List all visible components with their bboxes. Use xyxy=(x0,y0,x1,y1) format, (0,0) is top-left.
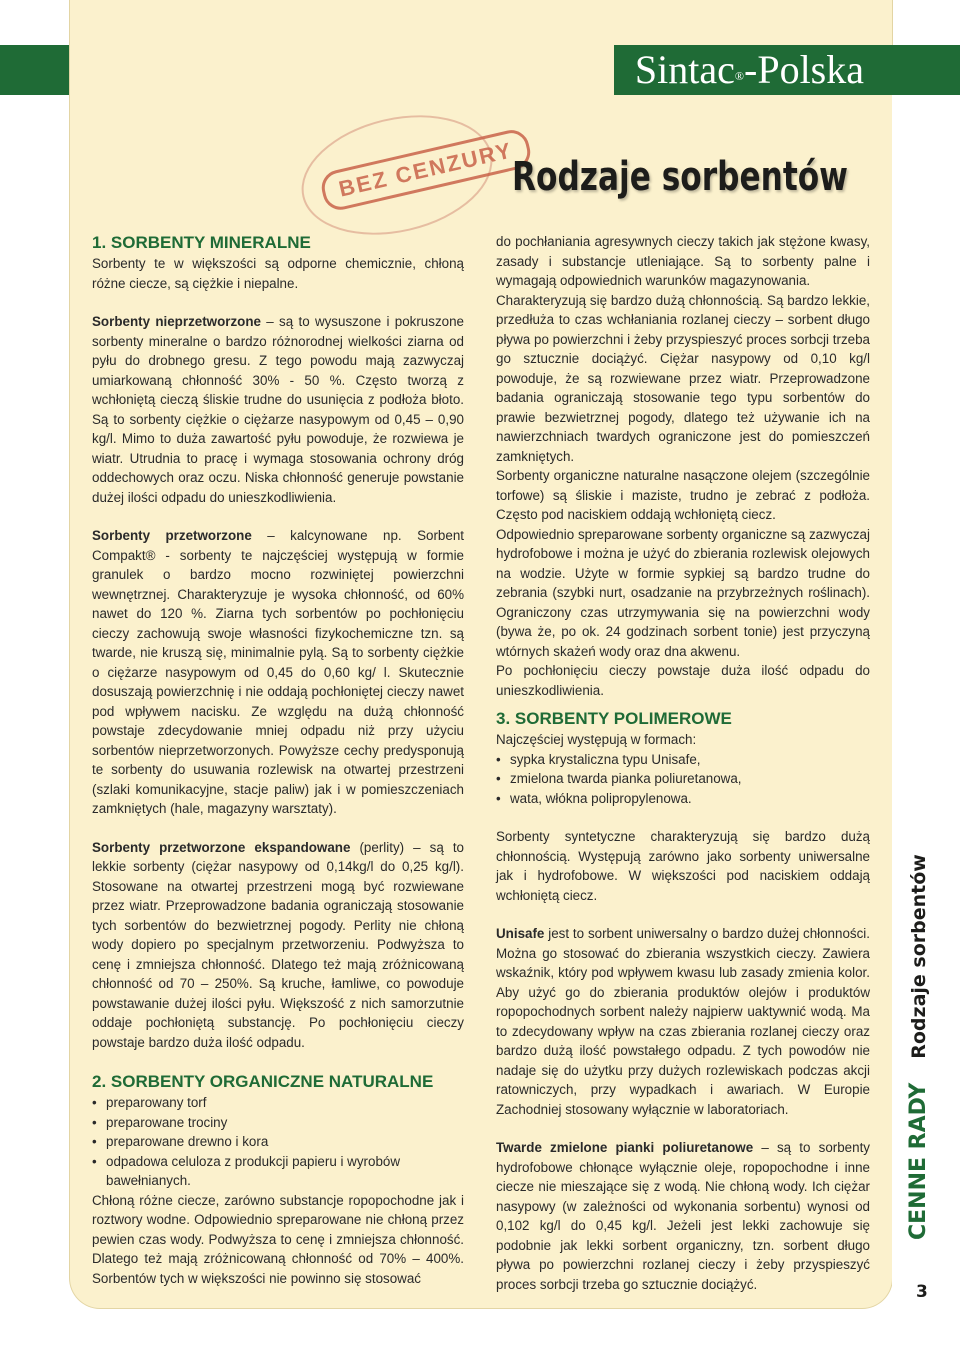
paragraph-unisafe: Unisafe jest to sorbent uniwersalny o bardzo dużej chłonności. Można go stosować do zbierania wszystkich cieczy. Zawiera wskaźnik, który pod wpływem kwasu lub zasady zmienia kolor. Aby użyć go do zbierania produktów olejów i produktów ropopochodnych sorbent należy najpierw uaktywnić wodą. Ma to zdecydowany wpływ na czas zbierania rozlanej cieczy oraz bardzo dużą ilość powstałego odpadu. Z tych powodów nie nadaje się do użytku przy dużych rozlewiskach podczas akcji ratowniczych, przy wypadkach i awariach. W Europie Zachodniej stosowany wyłącznie w laboratoriach. xyxy=(496,926,870,1117)
list-item: • sypka krystaliczna typu Unisafe, xyxy=(510,750,870,770)
list-item: • zmielona twarda pianka poliuretanowa, xyxy=(510,769,870,789)
side-topic: Rodzaje sorbentów xyxy=(908,854,930,1059)
section-2-list xyxy=(92,1093,464,1191)
paragraph-continuation: do pochłaniania agresywnych cieczy takich jak stężone kwasy, zasady i substancje utleniające. Są to sorbenty palne i wymagają odpowiednich warunków magazynowania. xyxy=(496,234,870,288)
section-3-list xyxy=(496,750,870,809)
section-3-heading: 3. SORBENTY POLIMEROWE xyxy=(496,709,732,728)
paragraph-pianki: Twarde zmielone pianki poliuretanowe – są to sorbenty hydrofobowe chłonące wyłącznie oleje, ropopochodne i inne ciecze nie mieszające się z wodą. Nie chłoną wody. Ich ciężar nasypowy (w zależności od wykonania sorbentu) wynosi od 0,102 kg/l do 0,45 kg/l. Jeżeli jest lekki zachowuje się podobnie jak lekki sorbent organiczny, tzn. sorbent długo pływa po powierzchni rozlanej cieczy i żeby przyspieszyć proces sorbcji trzeba go sztucznie dociążyć. xyxy=(496,1140,870,1292)
section-1-heading: 1. SORBENTY MINERALNE xyxy=(92,233,311,252)
paragraph-synthetic: Sorbenty syntetyczne charakteryzują się bardzo dużą chłonnością. Występują zarówno jako sorbenty uniwersalne jak i hydrofobowe. W większości pod naciskiem oddają wchłoniętą ciecz. xyxy=(496,829,870,903)
paragraph-hydrophobic: Odpowiednio spreparowane sorbenty organiczne są zazwyczaj hydrofobowe i można je użyć do zbierania rozlewisk olejowych na wodzie. Użyte w formie sypkiej są bardzo trudne do zebrania (szybki nurt, osadzanie na przybrzeżnych roślinach). Ograniczony czas utrzymywania się na powierzchni wody (bywa że, po ok. 24 godzinach sorbent tonie) jest przyczyną wtórnych skażeń wody oraz dna akwenu. xyxy=(496,526,870,659)
list-item: • preparowane drewno i kora xyxy=(106,1132,464,1152)
paragraph-lightweight: Charakteryzują się bardzo dużą chłonnością. Są bardzo lekkie, przedłuża to czas wchłaniania rozlanej cieczy – sorbent długo pływa po powierzchni i żeby przyspieszyć proces sorbcji trzeba go sztucznie dociążyć. Ciężar nasypowy od 0,10 kg/l powoduje, że są rozwiewane przez wiatr. Przeprowadzone badania ograniczają stosowanie tego typu sorbentów do prawie bezwietrznej pogody, dlatego też używanie ich na nawierzchniach twardych ograniczone jest do pomieszczeń zamkniętych. xyxy=(496,292,870,464)
brand-logo: Sintac®-Polska xyxy=(634,47,864,92)
side-series: CENNE RADY xyxy=(906,1082,931,1240)
list-item: • preparowane trociny xyxy=(106,1113,464,1133)
section-1-intro: Sorbenty te w większości są odporne chemicznie, chłoną różne ciecze, są ciężkie i niepalne. xyxy=(92,256,464,291)
paragraph-waste: Po pochłonięciu cieczy powstaje duża ilość odpadu do unieszkodliwienia. xyxy=(496,663,870,698)
right-column xyxy=(496,232,870,1294)
list-item: • wata, włókna polipropylenowa. xyxy=(510,789,870,809)
page-title: Rodzaje sorbentów xyxy=(512,154,848,200)
side-label xyxy=(904,854,934,1240)
page-number: 3 xyxy=(916,1282,928,1302)
stamp-bez-cenzury: BEZ CENZURY xyxy=(318,127,533,214)
paragraph-ekspandowane: Sorbenty przetworzone ekspandowane (perlity) – są to lekkie sorbenty (ciężar nasypowy od 0,14kg/l do 0,25 kg/l). Stosowane na otwartej przestrzeni mogą być rozwiewane przez wiatr. Przeprowadzone badania ograniczają stosowanie tych sorbentów do bezwietrznej pogody. Perlity nie chłoną wody dopiero po specjalnym przetworzeniu. Podwyższa to cenę i zmniejsza chłonność. Dlatego też mają zróżnicowaną chłonność od 70 – 250%. Są kruche, łamliwe, co powoduje powstawanie dużej ilości pyłu. Większość z nich samorzutnie oddaje pochłoniętą substancję. Po pochłonięciu cieczy powstaje bardzo duża ilość odpadu. xyxy=(92,839,464,1050)
section-2-text: Chłoną różne ciecze, zarówno substancje ropopochodne jak i roztwory wodne. Odpowiednio spreparowane nie chłoną przez pewien czas wody. Podwyższa to cenę i zmniejsza chłonność. Dlatego też mają zróżnicowaną chłonność od 70% – 400%. Sorbentów tych w większości nie powinno się stosować xyxy=(92,1192,464,1286)
section-2-heading: 2. SORBENTY ORGANICZNE NATURALNE xyxy=(92,1072,434,1091)
section-3-intro: Najczęściej występują w formach: xyxy=(496,732,697,747)
list-item: • preparowany torf xyxy=(106,1093,464,1113)
list-item: • odpadowa celuloza z produkcji papieru i wyrobów bawełnianych. xyxy=(106,1152,464,1191)
paragraph-przetworzone: Sorbenty przetworzone – kalcynowane np. Sorbent Compakt® - sorbenty te najczęściej występują w formie granulek o bardzo mocno rozwiniętej powierzchni wewnętrznej. Charakteryzuje je wysoka chłonność, od 60% nawet do 120 %. Ziarna tych sorbentów po pochłonięciu cieczy zachowują swoje własności fizykochemiczne tzn. są twarde, nie kruszą się, minimalnie pylą. Są to sorbenty ciężkie o ciężarze nasypowym od 0,45 do 0,60 kg/ l. Skutecznie dosuszają powierzchnię i nie oddają pochłoniętej cieczy nawet pod wpływem nacisku. Ze względu na dużą chłonność powstaje zdecydowanie mniej odpadu niż przy użyciu sorbentów nieprzetworzonych. Powyższe cechy predysponują te sorbenty do usuwania rozlewisk na otwartej przestrzeni (szlaki komunikacyjne, stacje paliw) jak i w pomieszczeniach zamkniętych (hale, magazyny warsztaty). xyxy=(92,528,464,816)
left-column xyxy=(92,232,464,1288)
paragraph-oiled: Sorbenty organiczne naturalne nasączone olejem (szczególnie torfowe) są śliskie i maziste, trudno je zebrać z podłoża. Często pod naciskiem oddają wchłoniętą ciecz. xyxy=(496,468,870,522)
paragraph-nieprzetworzone: Sorbenty nieprzetworzone – są to wysuszone i pokruszone sorbenty mineralne o bardzo różnorodnej wielkości ziarna od pyłu do drobnego gresu. Z tego powodu mają zazwyczaj umiarkowaną chłonność 30% - 50 %. Często tworzą z wchłoniętą cieczą śliskie trudne do usunięcia z podłoża błoto. Są to sorbenty ciężkie o ciężarze nasypowym od 0,45 – 0,90 kg/l. Mimo to duża zawartość pyłu powoduje, że rozwiewa je wiatr. Utrudnia to pracę i wymaga stosowania ochrony dróg oddechowych oraz oczu. Niska chłonność generuje powstanie dużej ilości odpadu do unieszkodliwienia. xyxy=(92,314,464,505)
